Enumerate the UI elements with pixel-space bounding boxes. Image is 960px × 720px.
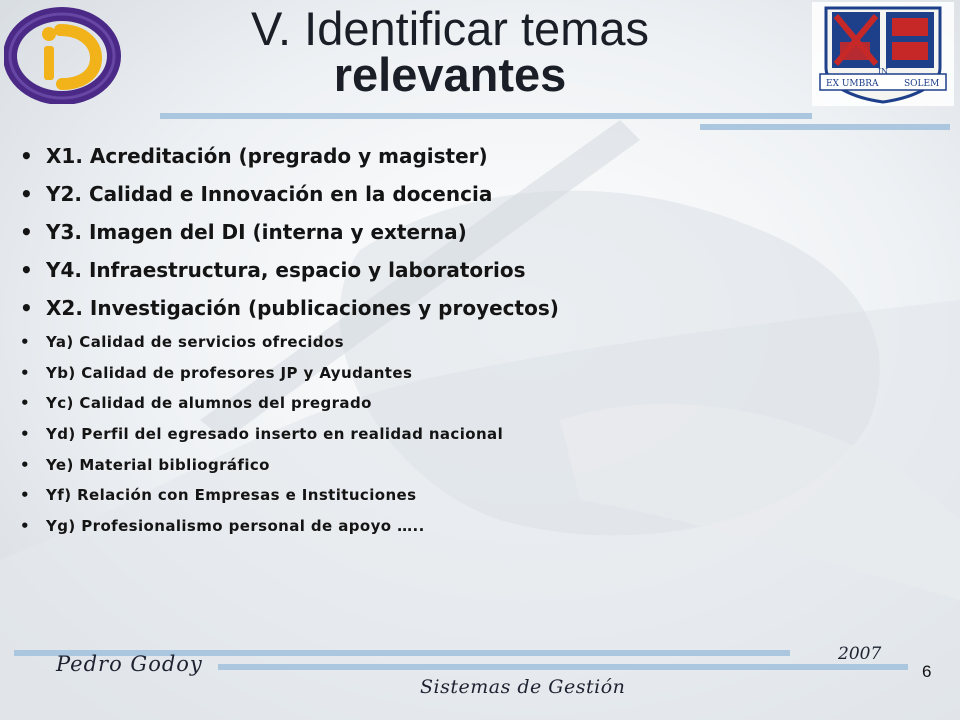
list-item: • Ye) Material bibliográfico	[20, 450, 559, 481]
title-line-2: relevantes	[333, 48, 567, 101]
topic-list	[20, 137, 559, 542]
list-item: • Yf) Relación con Empresas e Instituciones	[20, 480, 559, 511]
footer-rule-2	[218, 664, 908, 670]
footer-author: Pedro Godoy	[56, 652, 203, 676]
crest-motto-mid: IN	[878, 67, 889, 76]
list-item: • X1. Acreditación (pregrado y magister)	[20, 137, 559, 175]
di-logo-icon	[4, 4, 122, 104]
list-item: • Y2. Calidad e Innovación en la docencia	[20, 175, 559, 213]
university-crest-icon	[812, 2, 954, 106]
title-rule-1	[160, 113, 812, 119]
crest-motto-right: SOLEM	[904, 79, 940, 89]
list-item: • Y4. Infraestructura, espacio y laboratorios	[20, 251, 559, 289]
title-rule-2	[700, 124, 950, 130]
list-item: • Y3. Imagen del DI (interna y externa)	[20, 213, 559, 251]
list-item: • Yb) Calidad de profesores JP y Ayudantes	[20, 358, 559, 389]
list-item: • X2. Investigación (publicaciones y proyectos)	[20, 289, 559, 327]
list-item: • Yg) Profesionalismo personal de apoyo …..	[20, 511, 559, 542]
title-line-1: V. Identificar temas	[251, 2, 649, 55]
list-item: • Yd) Perfil del egresado inserto en realidad nacional	[20, 419, 559, 450]
list-item: • Yc) Calidad de alumnos del pregrado	[20, 388, 559, 419]
footer-course: Sistemas de Gestión	[420, 676, 626, 698]
page-number: 6	[922, 662, 932, 681]
slide-title	[150, 2, 750, 101]
crest-motto-left: EX UMBRA	[826, 79, 879, 89]
list-item: • Ya) Calidad de servicios ofrecidos	[20, 327, 559, 358]
footer-year: 2007	[838, 644, 882, 664]
